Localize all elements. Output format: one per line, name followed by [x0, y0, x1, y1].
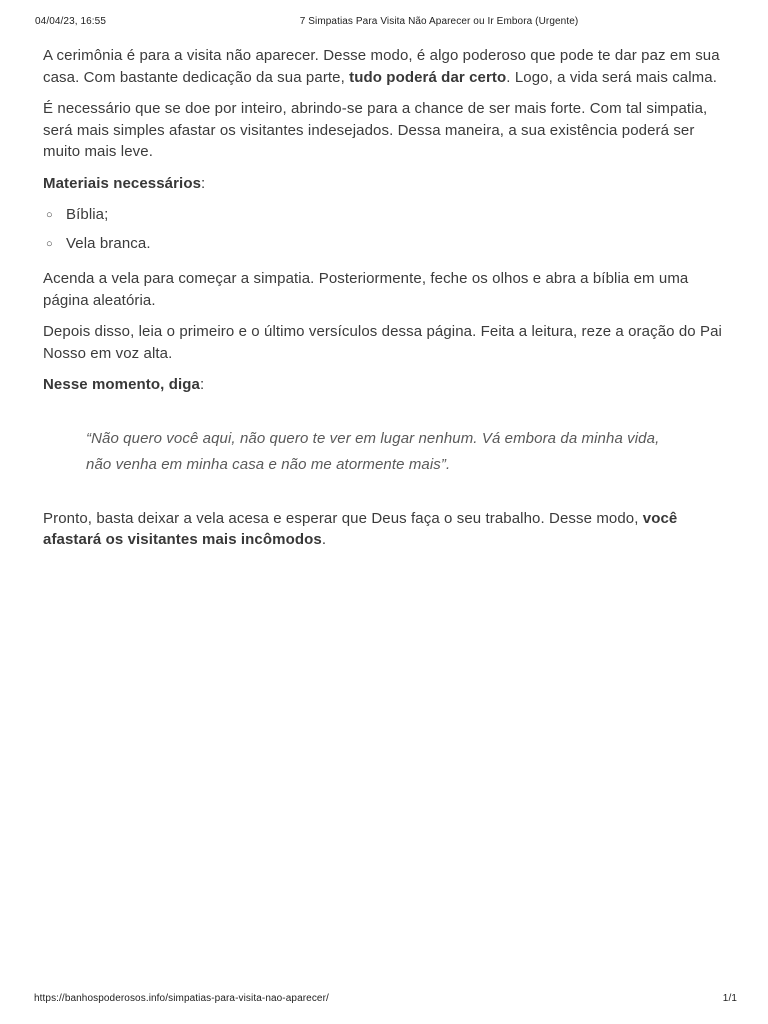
materials-heading	[43, 173, 725, 195]
bold-phrase: tudo poderá dar certo	[349, 68, 507, 86]
say-heading	[43, 374, 725, 396]
paragraph-read-verses: Depois disso, leia o primeiro e o último versículos dessa página. Feita a leitura, reze a oração do Pai Nosso em voz alta.	[43, 323, 722, 362]
ritual-quote: “Não quero você aqui, não quero te ver em lugar nenhum. Vá embora da minha vida, não venha em minha casa e não me atormente mais”.	[86, 429, 660, 473]
heading-bold-text: Nesse momento, diga	[43, 376, 200, 393]
bold-phrase: você afastará os visitantes mais incômodos	[43, 509, 678, 548]
paragraph-text: .	[321, 531, 327, 548]
paragraph-text: . Logo, a vida será mais calma.	[506, 68, 717, 86]
heading-bold-text: Materiais necessários	[43, 174, 202, 192]
paragraph-text: A cerimônia é para a visita não aparecer. Desse modo, é algo poderoso que pode te dar paz em sua casa. Com bastante dedicação da sua parte,	[43, 47, 720, 86]
list-item-biblia	[43, 204, 725, 226]
heading-colon: :	[201, 174, 206, 192]
article-content	[43, 45, 725, 561]
paragraph-conclusion	[43, 508, 725, 551]
paragraph-dedication: É necessário que se doe por inteiro, abrindo-se para a chance de ser mais forte. Com tal simpatia, será mais simples afastar os visitantes indesejados. Dessa maneira, a sua existência poderá ser muito mais leve.	[43, 100, 708, 160]
materials-list	[43, 204, 725, 254]
page-number: 1/1	[722, 993, 737, 1004]
list-item-vela-branca	[43, 233, 725, 255]
circle-bullet-icon: ○	[46, 209, 53, 221]
print-datetime: 04/04/23, 16:55	[35, 16, 107, 27]
list-item-text: Bíblia;	[66, 206, 109, 223]
source-url: https://banhospoderosos.info/simpatias-para-visita-nao-aparecer/	[34, 993, 329, 1004]
heading-colon: :	[199, 376, 205, 393]
paragraph-light-candle: Acenda a vela para começar a simpatia. Posteriormente, feche os olhos e abra a bíblia em uma página aleatória.	[43, 270, 689, 309]
paragraph-text: Pronto, basta deixar a vela acesa e esperar que Deus faça o seu trabalho. Desse modo,	[43, 509, 643, 527]
paragraph-intro	[43, 45, 725, 88]
document-title: 7 Simpatias Para Visita Não Aparecer ou Ir Embora (Urgente)	[299, 16, 579, 27]
list-item-text: Vela branca.	[66, 234, 151, 252]
circle-bullet-icon: ○	[46, 237, 53, 250]
